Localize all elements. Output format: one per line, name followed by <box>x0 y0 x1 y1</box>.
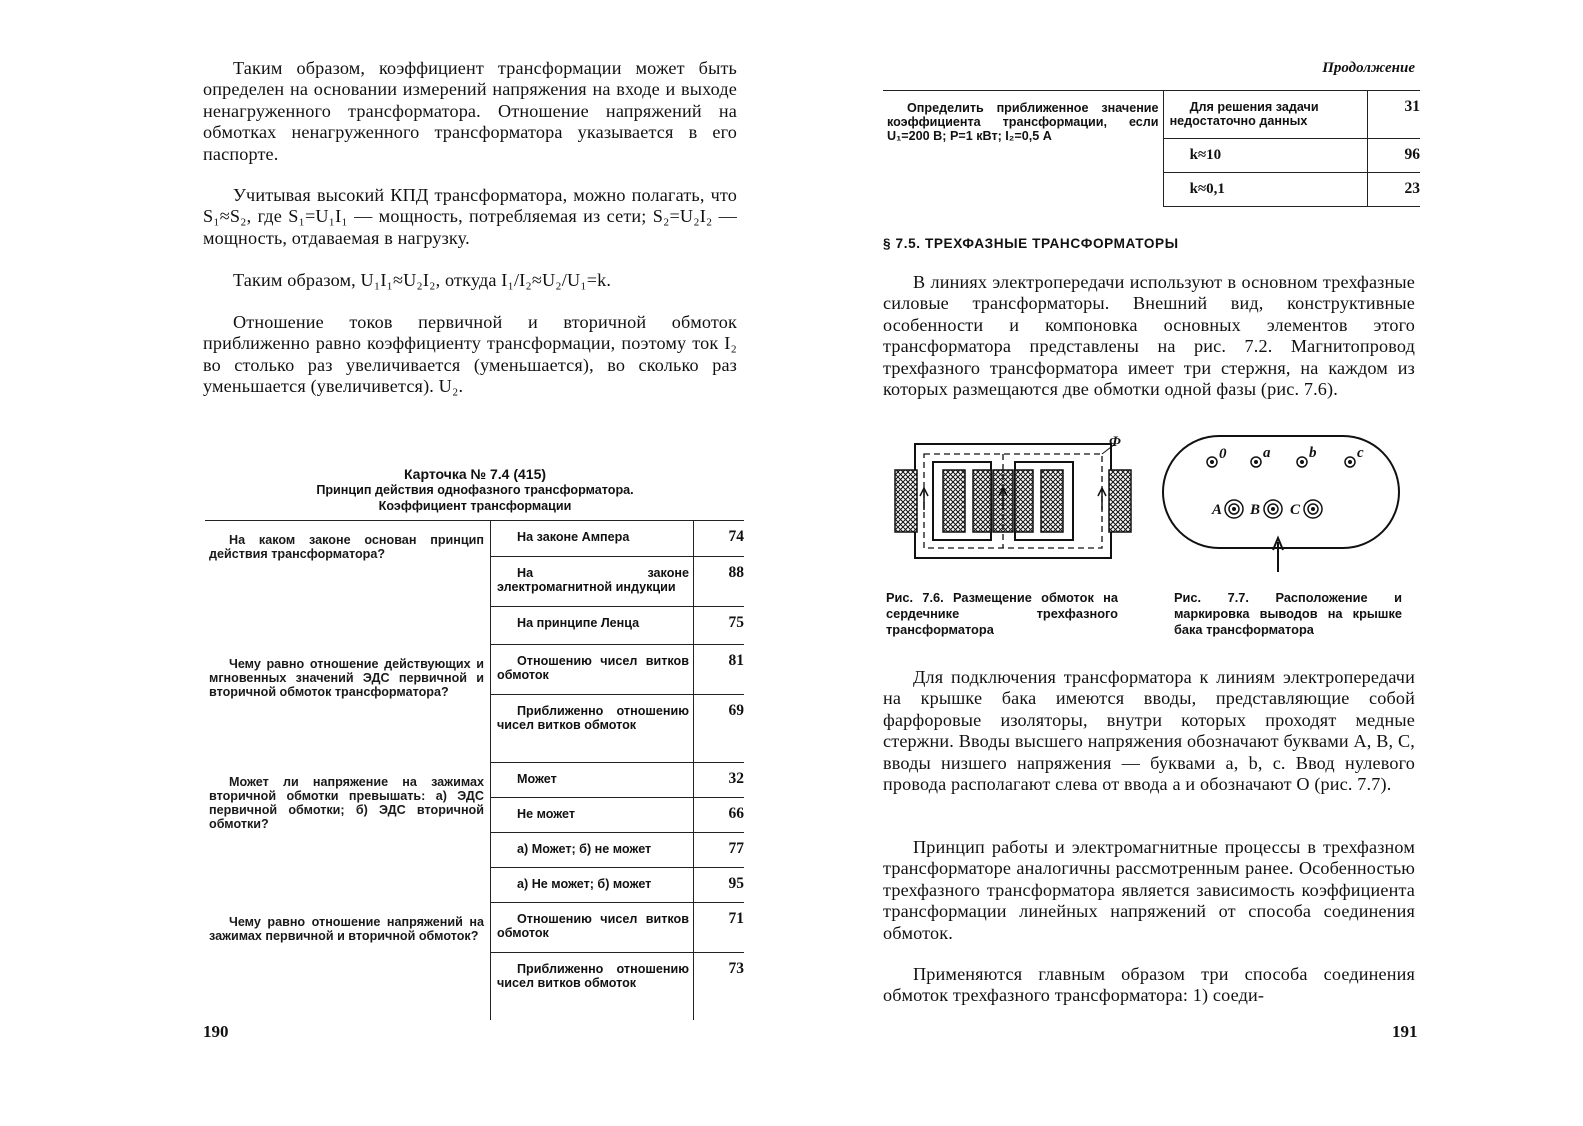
paragraph: Принцип работы и электромагнитные процессы в трехфазном трансформаторе аналогичны рассмотренным ранее. Особенностью трехфазного трансформатора является зависимость коэффициента трансформации линейных напряжений от способа соединения обмоток. <box>883 837 1415 943</box>
paragraph: В линиях электропередачи используют в основном трехфазные силовые трансформаторы. Внешний вид, конструктивные особенности и компоновка основных элементов этого трансформатора представлены на рис. 7.2. Магнитопровод трехфазного трансформатора имеет три стержня, на каждом из которых размещаются две обмотки одной фазы (рис. 7.6). <box>883 272 1415 400</box>
terminal-low-b <box>1297 445 1317 467</box>
table-row <box>205 763 744 798</box>
figure-7-6-caption: Рис. 7.6. Размещение обмоток на сердечнике трехфазного трансформатора <box>886 590 1118 637</box>
answer-code: 23 <box>1367 173 1420 207</box>
answer-cell[interactable]: Отношению чисел витков обмоток <box>491 645 694 695</box>
continuation-table <box>883 90 1420 207</box>
paragraph: Таким образом, U₁I₁≈U₂I₂, откуда I₁/I₂≈U₂/U₁=k. <box>233 270 612 290</box>
answer-cell[interactable]: а) Не может; б) может <box>491 868 694 903</box>
answer-cell[interactable]: k≈0,1 <box>1163 173 1367 207</box>
answer-code: 77 <box>694 833 745 868</box>
terminal-label: B <box>1250 502 1261 518</box>
winding <box>973 470 991 532</box>
winding <box>1041 470 1063 532</box>
figure-7-7-caption: Рис. 7.7. Расположение и маркировка выводов на крышке бака трансформатора <box>1174 590 1402 637</box>
answer-cell[interactable]: Приближенно отношению чисел витков обмоток <box>491 953 694 1021</box>
answer-code: 96 <box>1367 139 1420 173</box>
view-arrow <box>1273 538 1283 572</box>
terminal-label: a <box>1263 445 1271 461</box>
answer-cell[interactable]: Не может <box>491 798 694 833</box>
answer-code: 74 <box>694 521 745 557</box>
answer-code: 73 <box>728 960 744 977</box>
terminal-label: C <box>1290 502 1301 518</box>
paragraph: Применяются главным образом три способа соединения обмоток трехфазного трансформатора: 1) соеди- <box>883 964 1415 1006</box>
terminal-label: 0 <box>1219 446 1227 462</box>
answer-code: 31 <box>1367 91 1420 139</box>
card-title <box>205 466 745 514</box>
figure-7-7-tank-lid-diagram <box>1160 432 1406 582</box>
card-title-topic: Принцип действия однофазного трансформатора. <box>316 483 634 497</box>
terminal-low-0 <box>1207 446 1227 467</box>
answer-cell[interactable]: Для решения задачи недостаточно данных <box>1163 91 1367 139</box>
terminal-high-A <box>1211 500 1243 518</box>
flux-arrow <box>1098 488 1106 510</box>
table-row <box>883 91 1420 139</box>
answer-cell[interactable]: На принципе Ленца <box>491 607 694 645</box>
answer-code: 32 <box>694 763 745 798</box>
paragraph: Отношение токов первичной и вторичной обмоток приближенно равно коэффициенту трансформации, поэтому ток I₂ во столько раз увеличивается (уменьшается), во сколько раз уменьшается (увеличивется). U₂. <box>203 312 737 397</box>
terminal-high-C <box>1290 500 1322 518</box>
paragraph: Учитывая высокий КПД трансформатора, можно полагать, что S₁≈S₂, где S₁=U₁I₁ — мощность, потребляемая из сети; S₂=U₂I₂ — мощность, отдаваемая в нагрузку. <box>203 185 737 248</box>
table-row <box>205 521 744 557</box>
flux-label: Φ <box>1109 434 1121 450</box>
answer-cell[interactable]: Приближенно отношению чисел витков обмоток <box>491 695 694 763</box>
answer-cell[interactable]: а) Может; б) не может <box>491 833 694 868</box>
answer-cell[interactable]: На законе электромагнитной индукции <box>491 557 694 607</box>
card-title-number: Карточка № 7.4 (415) <box>403 466 547 482</box>
terminal-low-c <box>1345 445 1364 467</box>
answer-code: 69 <box>694 695 745 763</box>
winding <box>895 470 917 532</box>
answer-code: 81 <box>694 645 745 695</box>
winding <box>943 470 965 532</box>
page-number: 190 <box>203 1022 229 1041</box>
flux-arrow <box>920 488 928 510</box>
terminal-label: c <box>1357 445 1364 461</box>
answer-cell[interactable]: На законе Ампера <box>491 521 694 557</box>
terminal-label: b <box>1309 445 1317 461</box>
continuation-label: Продолжение <box>1322 60 1415 76</box>
question-cell: Определить приближенное значение коэффициента трансформации, если U₁=200 В; P=1 кВт; I₂=0,5 А <box>883 91 1163 207</box>
question-cell: На каком законе основан принцип действия трансформатора? <box>205 521 491 645</box>
answer-code: 71 <box>694 903 745 953</box>
figure-7-6-core-diagram <box>893 432 1133 572</box>
card-table <box>205 520 744 1020</box>
answer-cell[interactable]: Отношению чисел витков обмоток <box>491 903 694 953</box>
table-row <box>205 645 744 695</box>
terminal-high-B <box>1249 500 1282 518</box>
answer-cell[interactable]: k≈10 <box>1163 139 1367 173</box>
question-cell: Чему равно отношение напряжений на зажимах первичной и вторичной обмоток? <box>205 903 491 1021</box>
answer-code: 88 <box>694 557 745 607</box>
answer-code: 75 <box>694 607 745 645</box>
question-cell: Может ли напряжение на зажимах вторичной обмотки превышать: а) ЭДС первичной обмотки; б) ЭДС вторичной обмотки? <box>205 763 491 903</box>
section-heading: § 7.5. ТРЕХФАЗНЫЕ ТРАНСФОРМАТОРЫ <box>883 236 1179 251</box>
paragraph: Для подключения трансформатора к линиям электропередачи на крышке бака имеются вводы, представляющие собой фарфоровые изоляторы, внутри которых проходят медные стержни. Вводы высшего напряжения обозначают буквами A, B, C, вводы низшего напряжения — буквами a, b, c. Ввод нулевого провода располагают слева от ввода a и обозначают O (рис. 7.7). <box>883 667 1415 795</box>
table-row <box>205 903 744 953</box>
card-title-subtopic: Коэффициент трансформации <box>378 499 572 513</box>
paragraph: Таким образом, коэффициент трансформации может быть определен на основании измерений напряжения на входе и выходе ненагруженного трансформатора. Отношение напряжений на обмотках ненагруженного трансформатора указывается в его паспорте. <box>203 58 737 164</box>
terminal-label: A <box>1212 502 1223 518</box>
question-cell: Чему равно отношение действующих и мгновенных значений ЭДС первичной и вторичной обмоток трансформатора? <box>205 645 491 763</box>
answer-code: 66 <box>694 798 745 833</box>
winding <box>1015 470 1033 532</box>
terminal-low-a <box>1251 445 1271 467</box>
winding <box>1109 470 1131 532</box>
answer-code: 95 <box>694 868 745 903</box>
answer-cell[interactable]: Может <box>491 763 694 798</box>
page-number: 191 <box>1392 1022 1418 1041</box>
